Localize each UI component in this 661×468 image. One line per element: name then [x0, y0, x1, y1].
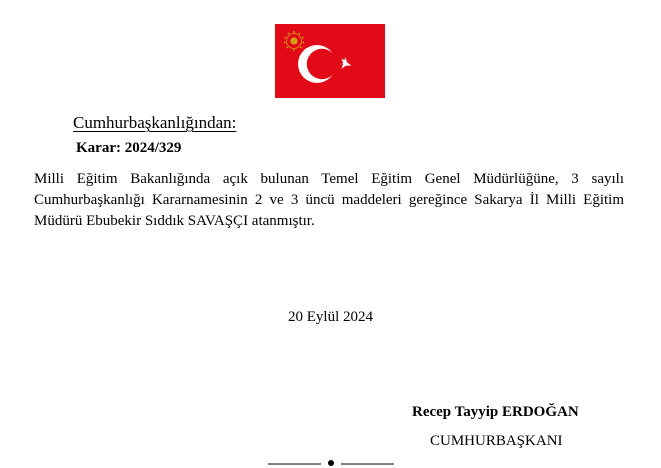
line-dot-line-separator-icon — [266, 458, 396, 468]
turkish-flag-icon — [275, 24, 385, 98]
body-line-1: Milli Eğitim Bakanlığında açık bulunan Temel Eğitim Genel Müdürlüğüne, 3 sayılı — [34, 171, 624, 187]
signer-title: CUMHURBAŞKANI — [430, 433, 563, 449]
decision-body — [34, 169, 624, 232]
body-line-3: Müdürü Ebubekir Sıddık SAVAŞÇI atanmıştır. — [34, 213, 315, 229]
decision-date: 20 Eylül 2024 — [288, 309, 373, 325]
decision-number: Karar: 2024/329 — [76, 140, 182, 156]
signer-name: Recep Tayyip ERDOĞAN — [412, 404, 579, 420]
issuing-authority: Cumhurbaşkanlığından: — [73, 113, 237, 132]
body-line-2: Cumhurbaşkanlığı Kararnamesinin 2 ve 3 üncü maddeleri gereğince Sakarya İl Milli Eğitim — [34, 192, 624, 208]
